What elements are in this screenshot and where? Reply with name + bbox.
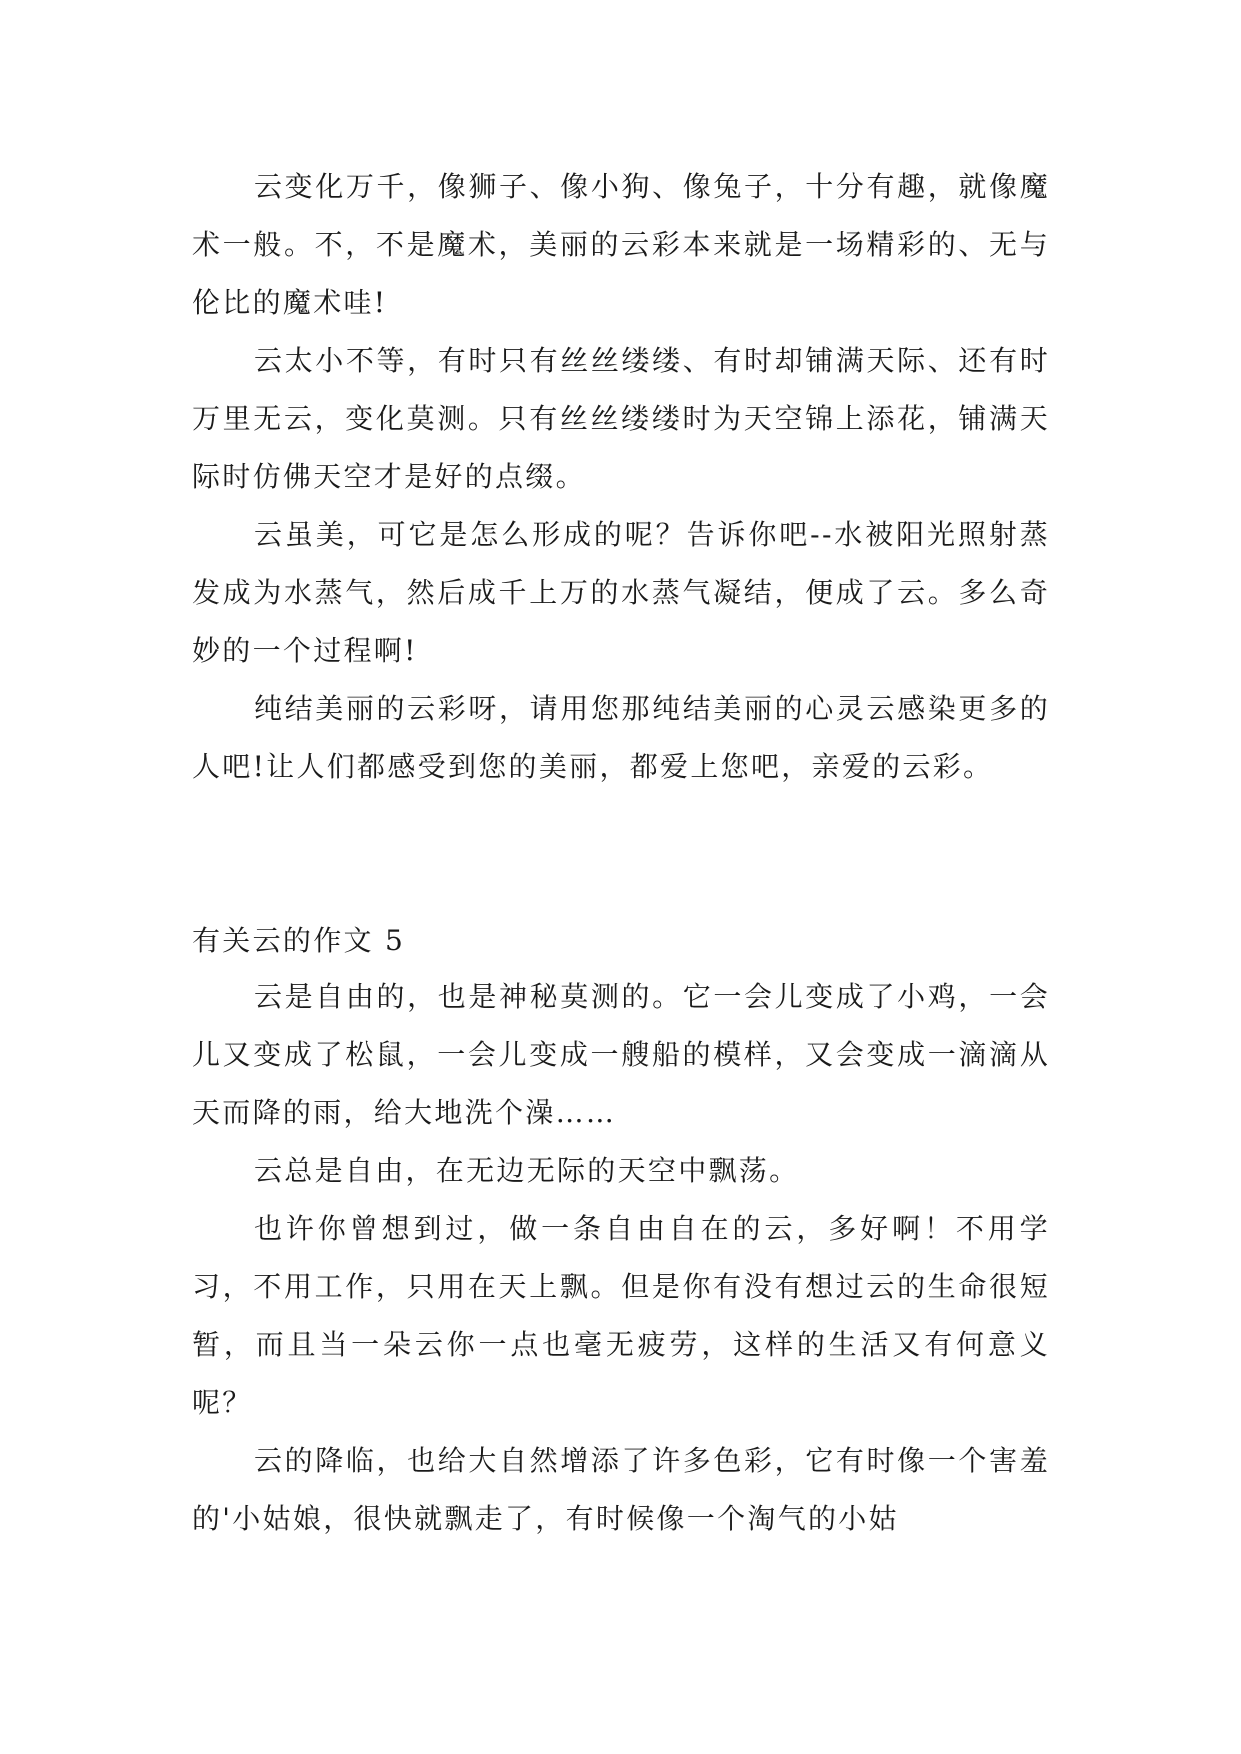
paragraph: 云变化万千，像狮子、像小狗、像兔子，十分有趣，就像魔术一般。不，不是魔术，美丽的云彩本来就是一场精彩的、无与伦比的魔术哇! [192, 170, 1050, 319]
paragraph: 纯结美丽的云彩呀，请用您那纯结美丽的心灵云感染更多的人吧!让人们都感受到您的美丽，都爱上您吧，亲爱的云彩。 [192, 692, 1050, 783]
paragraph: 云是自由的，也是神秘莫测的。它一会儿变成了小鸡，一会儿又变成了松鼠，一会儿变成一艘船的模样，又会变成一滴滴从天而降的雨，给大地洗个澡…… [192, 980, 1050, 1129]
essay-title: 有关云的作文 5 [192, 924, 406, 957]
essay-section-5 [192, 968, 1050, 1548]
paragraph: 云虽美，可它是怎么形成的呢？告诉你吧--水被阳光照射蒸发成为水蒸气，然后成千上万的水蒸气凝结，便成了云。多么奇妙的一个过程啊! [192, 518, 1050, 667]
essay-section-previous [192, 158, 1050, 796]
essay-heading-block [192, 912, 1050, 970]
paragraph: 云的降临，也给大自然增添了许多色彩，它有时像一个害羞的'小姑娘，很快就飘走了，有时候像一个淘气的小姑 [192, 1444, 1050, 1535]
paragraph: 云太小不等，有时只有丝丝缕缕、有时却铺满天际、还有时万里无云，变化莫测。只有丝丝缕缕时为天空锦上添花，铺满天际时仿佛天空才是好的点缀。 [192, 344, 1050, 493]
paragraph: 云总是自由，在无边无际的天空中飘荡。 [254, 1154, 800, 1187]
paragraph: 也许你曾想到过，做一条自由自在的云，多好啊！不用学习，不用工作，只用在天上飘。但是你有没有想过云的生命很短暂，而且当一朵云你一点也毫无疲劳，这样的生活又有何意义呢？ [192, 1212, 1050, 1419]
